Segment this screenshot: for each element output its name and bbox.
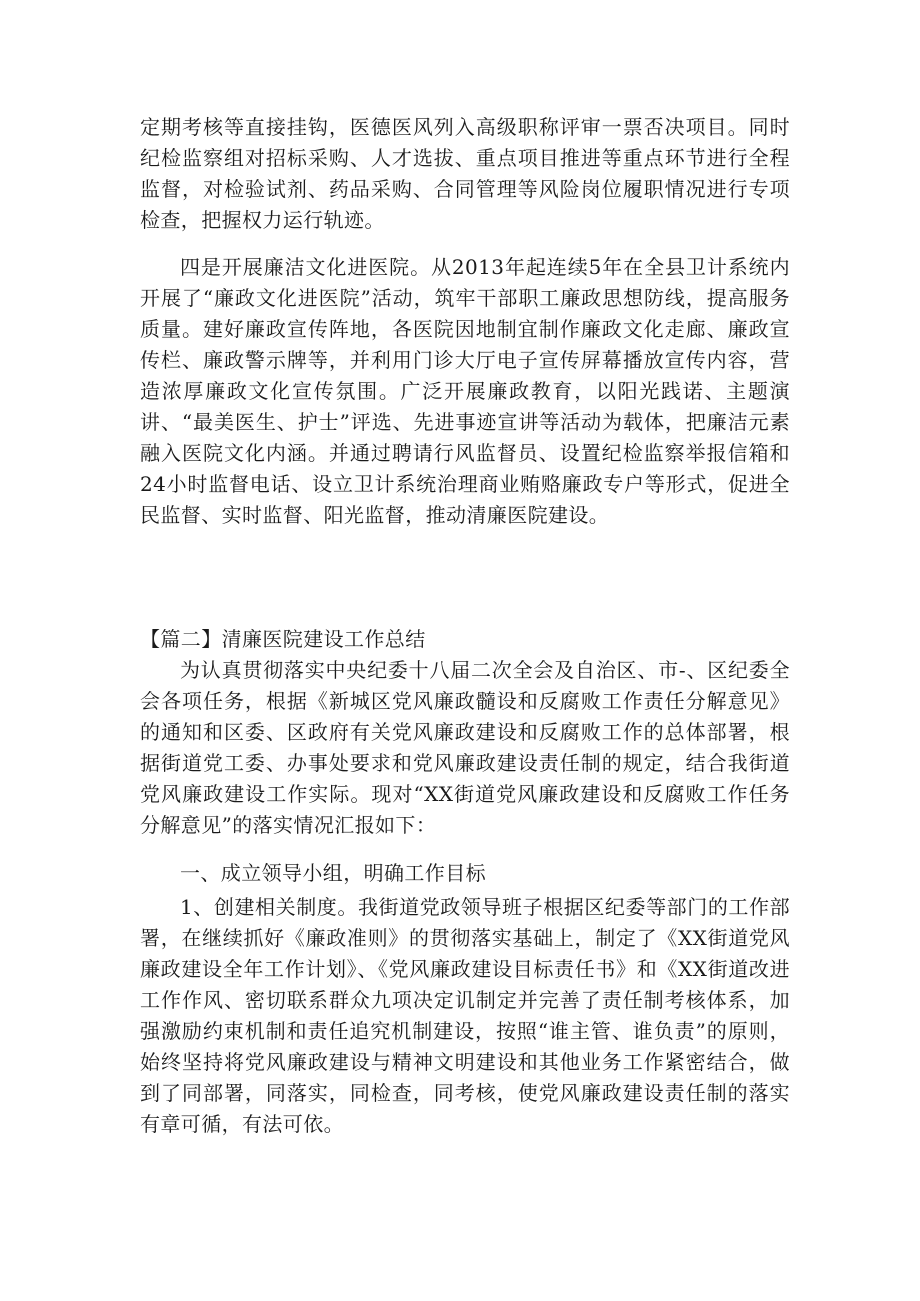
paragraph-intro: 为认真贯彻落实中央纪委十八届二次全会及自治区、市-、区纪委全会各项任务，根据《新城区党风廉政髓设和反腐败工作责任分解意见》的通知和区委、区政府有关党风廉政建设和反腐败工作的总体部署，根据街道党工委、办事处要求和党风廉政建设责任制的规定，结合我街道党风廉政建设工作实际。现对“XX街道党风廉政建设和反腐败工作任务分解意见”的落实情况汇报如下： — [140, 658, 790, 837]
section-title: 【篇二】清廉医院建设工作总结 — [140, 627, 426, 651]
paragraph-system: 1、创建相关制度。我街道党政领导班子根据区纪委等部门的工作部署，在继续抓好《廉政准则》的贯彻落实基础上，制定了《XX街道党风廉政建设全年工作计划》、《党风廉政建设目标责任书》和《XX街道改进工作作风、密切联系群众九项决定讥制定并完善了责任制考核体系，加强激励约束机制和责任追究机制建设，按照“谁主管、谁负责”的原则，始终坚持将党风廉政建设与精神文明建设和其他业务工作紧密结合，做到了同部署，同落实，同检查，同考核，使党风廉政建设责任制的落实有章可循，有法可依。 — [140, 895, 790, 1136]
paragraph-clean-culture: 四是开展廉洁文化进医院。从2013年起连续5年在全县卫计系统内开展了“廉政文化进医院”活动，筑牢干部职工廉政思想防线，提高服务质量。建好廉政宣传阵地，各医院因地制宜制作廉政文化走廊、廉政宣传栏、廉政警示牌等，并利用门诊大厅电子宣传屏幕播放宣传内容，营造浓厚廉政文化宣传氛围。广泛开展廉政教育，以阳光践诺、主题演讲、“最美医生、护士”评选、先进事迹宣讲等活动为载体，把廉洁元素融入医院文化内涵。并通过聘请行风监督员、设置纪检监察举报信箱和24小时监督电话、设立卫计系统治理商业贿赂廉政专户等形式，促进全民监督、实时监督、阳光监督，推动清廉医院建设。 — [140, 255, 790, 527]
paragraph-supervision: 定期考核等直接挂钩，医德医风列入高级职称评审一票否决项目。同时纪检监察组对招标采购、人才选拔、重点项目推进等重点环节进行全程监督，对检验试剂、药品采购、合同管理等风险岗位履职情况进行专项检查，把握权力运行轨迹。 — [140, 115, 790, 232]
subheading-leadership: 一、成立领导小组，明确工作目标 — [180, 861, 486, 885]
